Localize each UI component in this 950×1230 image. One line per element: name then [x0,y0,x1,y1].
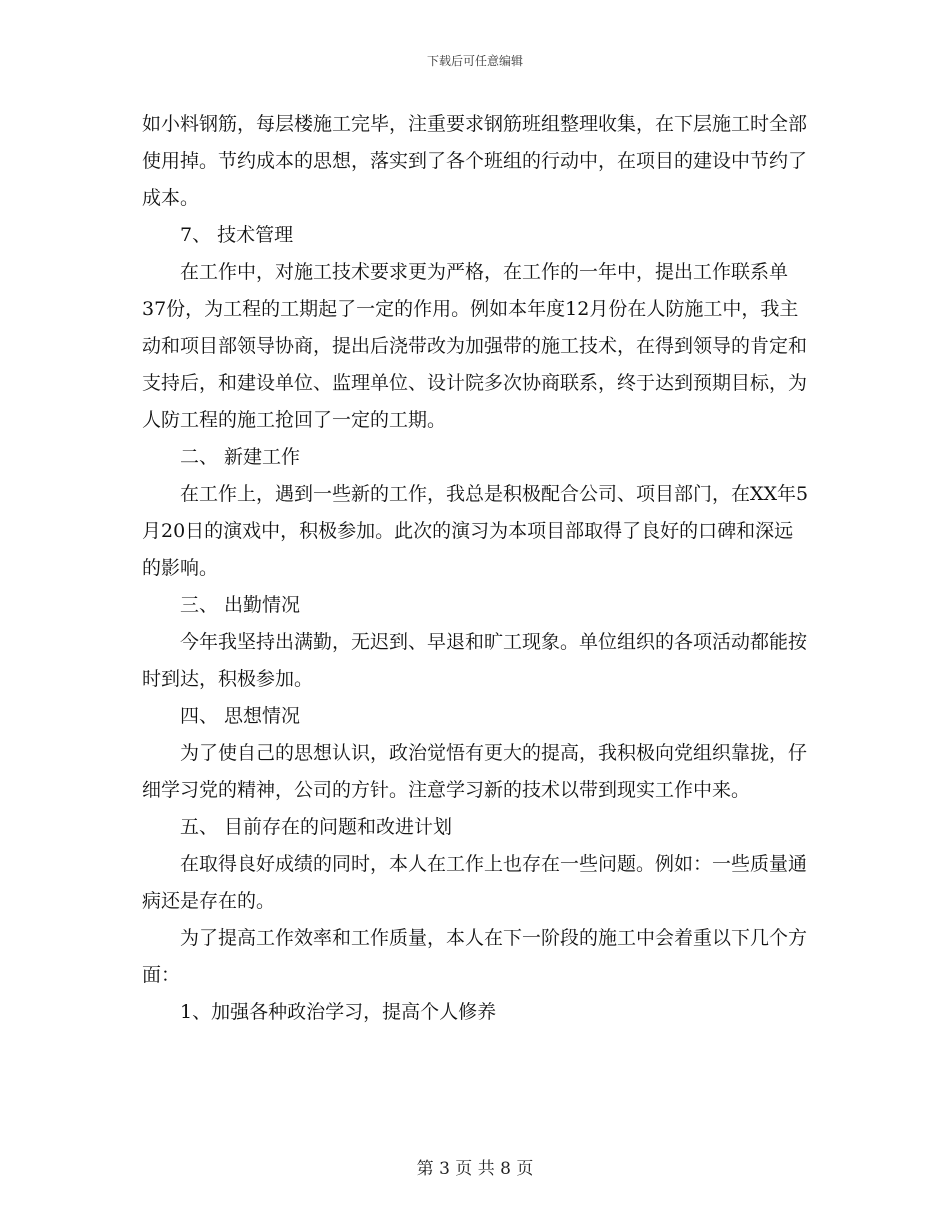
paragraph-problems: 在取得良好成绩的同时，本人在工作上也存在一些问题。例如：一些质量通病还是存在的。 [142,853,808,912]
paragraph-new-work: 在工作上，遇到一些新的工作，我总是积极配合公司、项目部门，在XX年5月20日的演戏中，积极参加。此次的演习为本项目部取得了良好的口碑和深远的影响。 [142,483,809,579]
section-heading-new-work: 二、 新建工作 [180,446,301,468]
section-heading-problems: 五、 目前存在的问题和改进计划 [180,816,453,838]
paragraph-attendance: 今年我坚持出满勤，无迟到、早退和旷工现象。单位组织的各项活动都能按时到达，积极参加。 [142,631,808,690]
paragraph-improvement: 为了提高工作效率和工作质量，本人在下一阶段的施工中会着重以下几个方面： [142,927,808,986]
section-heading-tech-management: 7、 技术管理 [180,224,294,246]
paragraph-cost-saving: 如小料钢筋，每层楼施工完毕，注重要求钢筋班组整理收集，在下层施工时全部使用掉。节约成本的思想，落实到了各个班组的行动中，在项目的建设中节约了成本。 [142,113,808,209]
document-body [142,106,812,1031]
section-heading-thinking: 四、 思想情况 [180,705,301,727]
page-number: 第 3 页 共 8 页 [416,1159,534,1179]
paragraph-thinking: 为了使自己的思想认识，政治觉悟有更大的提高，我积极向党组织靠拢，仔细学习党的精神，公司的方针。注意学习新的技术以带到现实工作中来。 [142,742,808,801]
paragraph-tech-management: 在工作中，对施工技术要求更为严格，在工作的一年中，提出工作联系单37份，为工程的工期起了一定的作用。例如本年度12月份在人防施工中，我主动和项目部领导协商，提出后浇带改为加强带的施工技术，在得到领导的肯定和支持后，和建设单位、监理单位、设计院多次协商联系，终于达到预期目标，为人防工程的施工抢回了一定的工期。 [142,261,808,431]
list-item-political-study: 1、加强各种政治学习，提高个人修养 [180,1001,497,1023]
section-heading-attendance: 三、 出勤情况 [180,594,301,616]
page-header-note: 下载后可任意编辑 [426,54,523,68]
